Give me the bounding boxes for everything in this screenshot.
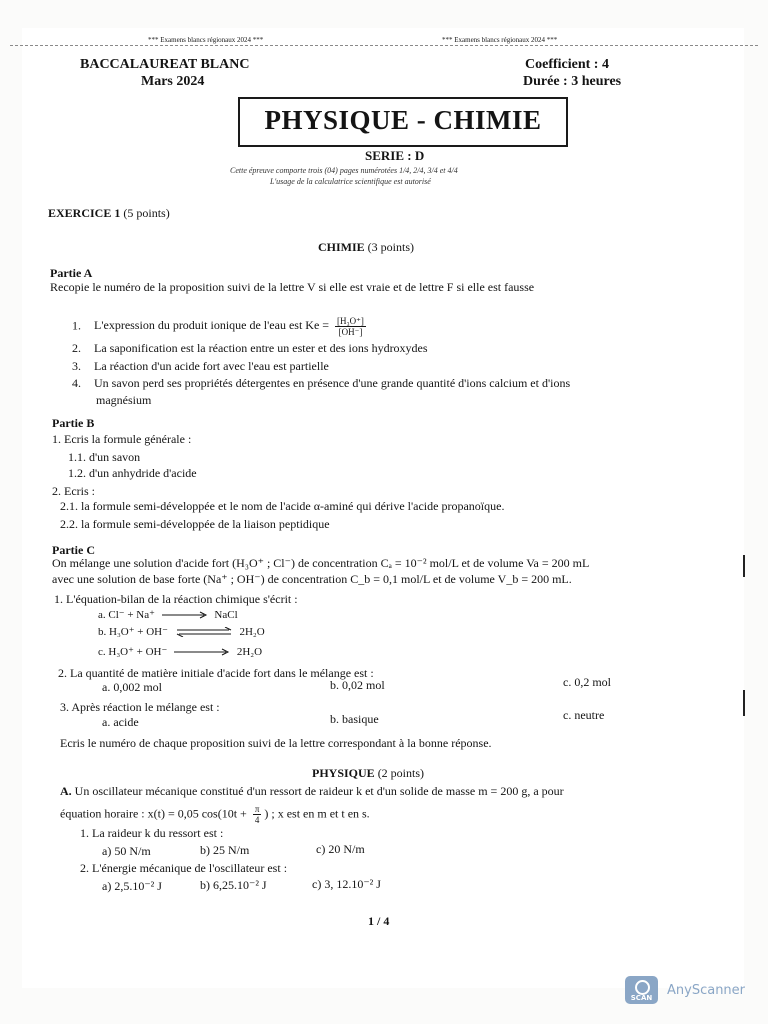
partA-item-4-cont: magnésium — [96, 393, 152, 407]
page-title: PHYSIQUE - CHIMIE — [264, 105, 542, 135]
equation-a — [98, 608, 238, 621]
physique-heading: PHYSIQUE — [312, 766, 375, 780]
partC-q3-c: c. neutre — [563, 708, 605, 722]
partC-q3: 3. Après réaction le mélange est : — [60, 700, 220, 714]
margin-mark — [743, 690, 745, 716]
equation-b — [98, 625, 265, 638]
calculator-note: L'usage de la calculatrice scientifique est autorisé — [270, 177, 431, 186]
partC-q2: 2. La quantité de matière initiale d'acide fort dans le mélange est : — [58, 666, 374, 680]
equation-c — [98, 645, 262, 658]
item-number: 1. — [72, 318, 81, 333]
physique-q1-a: a) 50 N/m — [102, 844, 151, 858]
partA-instruction: Recopie le numéro de la proposition suivi de la lettre V si elle est vraie et de lettre F si elle est fausse — [50, 280, 535, 294]
physique-q2-a: a) 2,5.10⁻² J — [102, 879, 162, 893]
chimie-points: (3 points) — [367, 240, 415, 254]
chimie-heading: CHIMIE — [318, 240, 365, 254]
partC-q2-a: a. 0,002 mol — [102, 680, 162, 694]
physique-q2-b: b) 6,25.10⁻² J — [200, 878, 267, 892]
item-number: 2. — [72, 341, 81, 355]
physique-q2-c: c) 3, 12.10⁻² J — [312, 877, 381, 891]
equation-b-reactants: b. H₃O⁺ + OH⁻ — [98, 626, 168, 638]
top-note-right: *** Examens blancs régionaux 2024 *** — [442, 36, 558, 44]
exam-type: BACCALAUREAT BLANC — [80, 57, 250, 72]
question-label: A. — [60, 784, 72, 798]
ionic-product-fraction — [335, 316, 366, 337]
page-number: 1 / 4 — [368, 914, 390, 928]
equation-c-reactants: c. H₃O⁺ + OH⁻ — [98, 646, 168, 658]
equation-a-reactants: a. Cl⁻ + Na⁺ — [98, 609, 155, 621]
partA-item-1 — [72, 316, 366, 337]
partC-q2-b: b. 0,02 mol — [330, 678, 385, 692]
single-arrow-icon — [162, 611, 208, 619]
partB-q2: 2. Ecris : — [52, 484, 95, 498]
title-box — [238, 97, 568, 147]
partB-q1-1: 1.1. d'un savon — [68, 450, 141, 464]
equation-c-product: 2H₂O — [236, 646, 263, 658]
duration: Durée : 3 heures — [523, 74, 622, 89]
physique-q2: 2. L'énergie mécanique de l'oscillateur est : — [80, 861, 288, 875]
item-number: 4. — [72, 376, 81, 390]
equation-text: équation horaire : x(t) = 0,05 cos(10t + — [60, 806, 247, 821]
partC-q3-b: b. basique — [330, 712, 379, 726]
equilibrium-arrow-icon — [175, 627, 233, 637]
partC-title: Partie C — [52, 543, 95, 557]
single-arrow-icon — [174, 648, 230, 656]
scanner-logo-icon — [625, 976, 658, 1004]
physique-intro-1 — [60, 784, 564, 799]
physique-intro-2 — [60, 804, 370, 825]
physique-q1: 1. La raideur k du ressort est : — [80, 826, 224, 840]
exercise-points: (5 points) — [123, 206, 170, 220]
serie: SERIE : D — [365, 148, 425, 163]
physique-q1-b: b) 25 N/m — [200, 843, 250, 857]
fraction-denominator: [OH⁻] — [338, 327, 363, 337]
partC-q2-c: c. 0,2 mol — [563, 675, 611, 689]
partB-q2-1: 2.1. la formule semi-développée et le nom de l'acide α-aminé qui dérive l'acide propanoïque. — [60, 499, 505, 513]
partB-q1: 1. Ecris la formule générale : — [52, 432, 192, 446]
partA-item-4 — [72, 376, 570, 391]
partC-q1: 1. L'équation-bilan de la réaction chimique s'écrit : — [54, 592, 298, 606]
equation-units: ) ; x est en m et t en s. — [264, 806, 370, 821]
partC-intro-2: avec une solution de base forte (Na⁺ ; OH⁻) de concentration C_b = 0,1 mol/L et de volume V_b = 200 mL. — [52, 572, 572, 586]
physique-points: (2 points) — [377, 766, 425, 780]
partB-q2-2: 2.2. la formule semi-développée de la liaison peptidique — [60, 517, 330, 531]
exam-date: Mars 2024 — [141, 74, 205, 89]
item-text: L'expression du produit ionique de l'eau est Ke = — [94, 318, 330, 333]
intro-text: Un oscillateur mécanique constitué d'un ressort de raideur k et d'un solide de masse m = 200 g, a pour — [74, 784, 564, 798]
top-divider — [10, 45, 758, 46]
partB-title: Partie B — [52, 416, 95, 430]
partC-instruction: Ecris le numéro de chaque proposition suivi de la lettre correspondant à la bonne réponse. — [60, 736, 492, 750]
equation-b-product: 2H₂O — [239, 626, 265, 638]
item-text: Un savon perd ses propriétés détergentes en présence d'une grande quantité d'ions calcium et d'ions — [94, 376, 571, 390]
fraction-numerator: π — [254, 804, 260, 814]
scanner-watermark: AnyScanner — [667, 983, 746, 998]
partA-title: Partie A — [50, 266, 93, 280]
coefficient: Coefficient : 4 — [525, 57, 609, 72]
item-number: 3. — [72, 359, 81, 373]
exercise-title: EXERCICE 1 — [48, 206, 121, 220]
scanner-badge: SCAN — [630, 994, 653, 1002]
item-text: La saponification est la réaction entre un ester et des ions hydroxydes — [94, 341, 428, 355]
top-note-left: *** Examens blancs régionaux 2024 *** — [148, 36, 264, 44]
partC-intro-1: On mélange une solution d'acide fort (H₃O⁺ ; Cl⁻) de concentration Cₐ = 10⁻² mol/L et de volume Va = 200 mL — [52, 556, 590, 570]
partC-q3-a: a. acide — [102, 715, 139, 729]
phase-fraction — [253, 804, 262, 825]
partA-item-2 — [72, 341, 428, 356]
margin-mark — [743, 555, 745, 577]
physique-q1-c: c) 20 N/m — [316, 842, 365, 856]
partB-q1-2: 1.2. d'un anhydride d'acide — [68, 466, 197, 480]
equation-a-product: NaCl — [214, 609, 238, 621]
page-count-note: Cette épreuve comporte trois (04) pages numérotées 1/4, 2/4, 3/4 et 4/4 — [230, 166, 458, 175]
fraction-numerator: [H₃O⁺] — [337, 316, 364, 326]
fraction-denominator: 4 — [254, 815, 260, 825]
partA-item-3 — [72, 359, 329, 374]
item-text: La réaction d'un acide fort avec l'eau est partielle — [94, 359, 329, 373]
